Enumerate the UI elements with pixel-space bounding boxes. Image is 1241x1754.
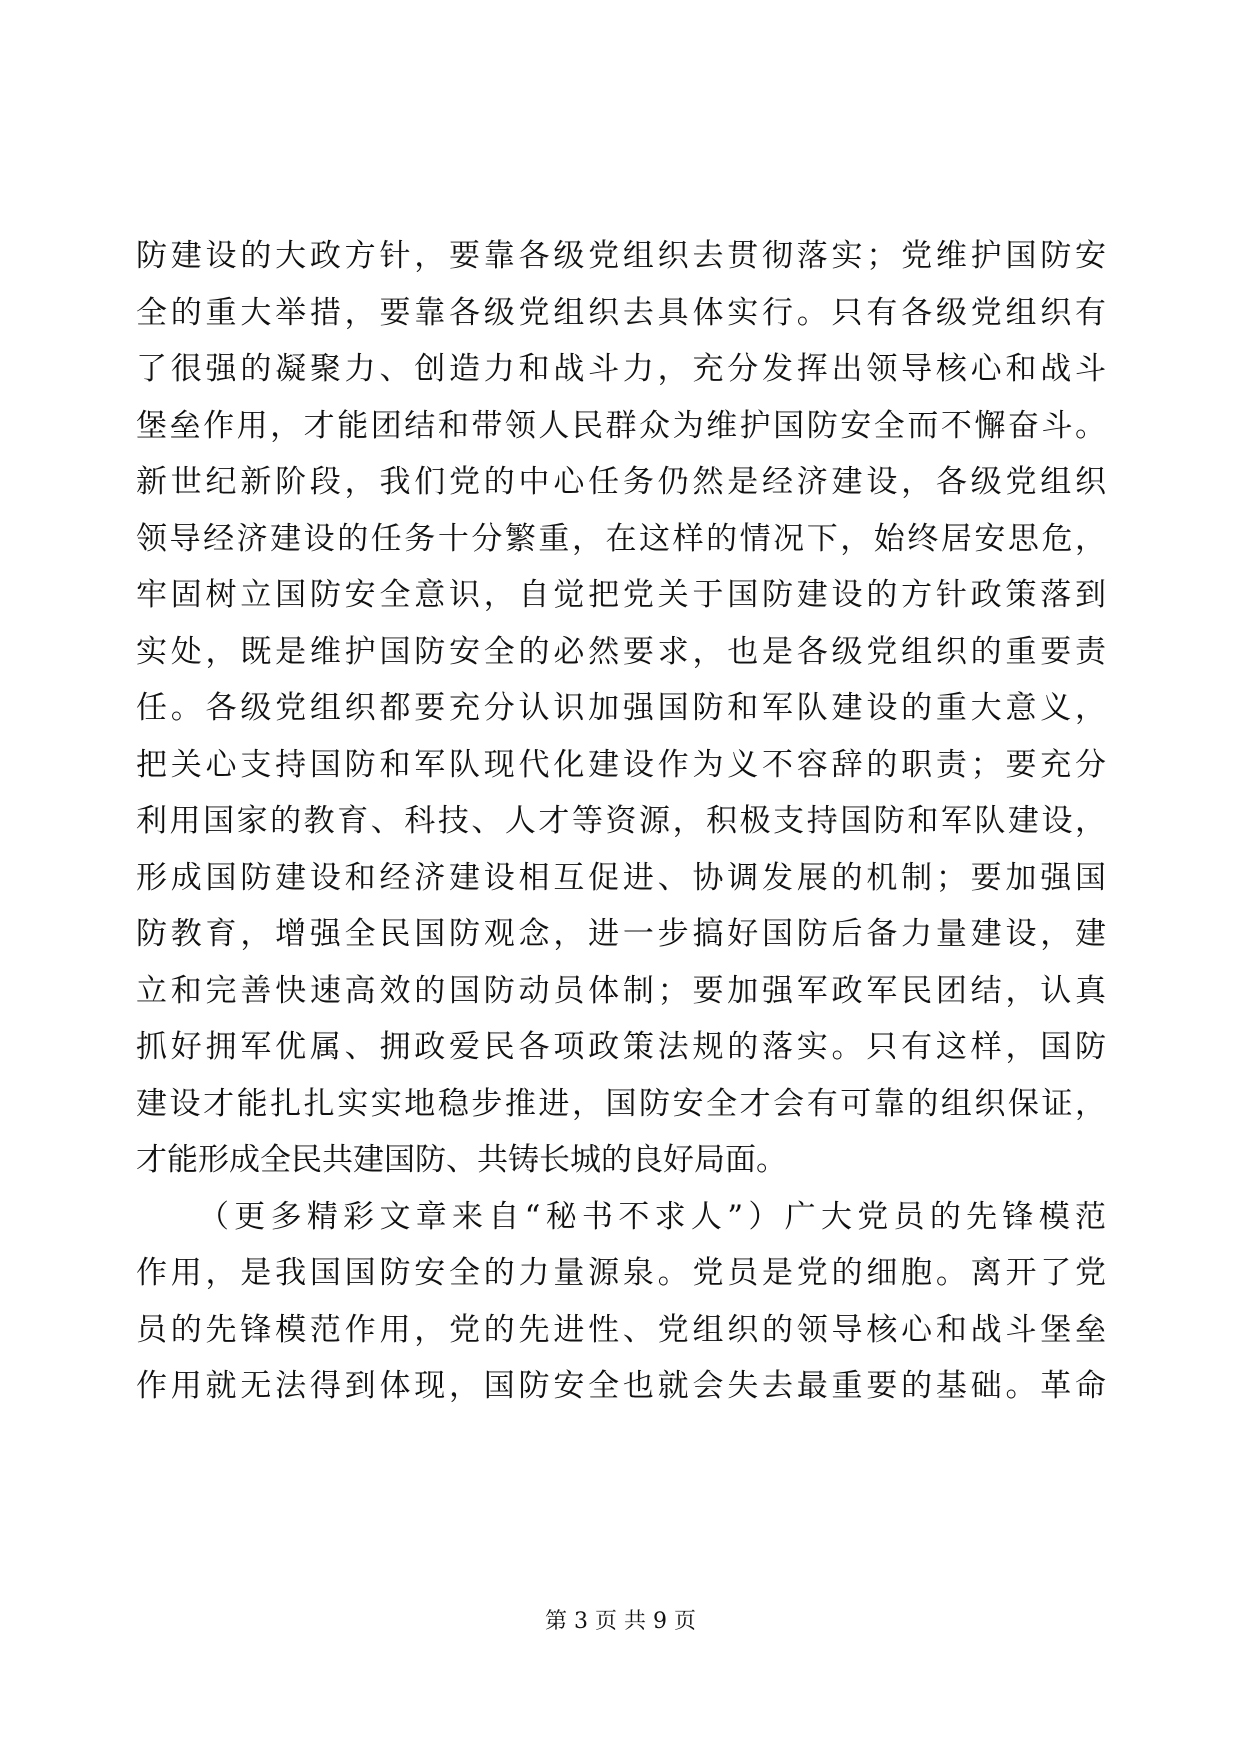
- page-number: 第 3 页 共 9 页: [545, 1609, 696, 1634]
- text-line: 抓好拥军优属、拥政爱民各项政策法规的落实。只有这样，国防: [136, 1029, 1106, 1065]
- text-line: 建设才能扎扎实实地稳步推进，国防安全才会有可靠的组织保证，: [136, 1085, 1106, 1122]
- text-line: 任。各级党组织都要充分认识加强国防和军队建设的重大意义，: [136, 690, 1106, 726]
- text-line: 全的重大举措，要靠各级党组织去具体实行。只有各级党组织有: [136, 294, 1106, 331]
- text-line: （更多精彩文章来自“秘书不求人”）广大党员的先锋模范: [198, 1198, 1106, 1235]
- text-line: 把关心支持国防和军队现代化建设作为义不容辞的职责；要充分: [136, 746, 1106, 783]
- text-line: 领导经济建设的任务十分繁重，在这样的情况下，始终居安思危，: [136, 520, 1106, 557]
- text-line: 新世纪新阶段，我们党的中心任务仍然是经济建设，各级党组织: [136, 464, 1106, 500]
- text-line: 形成国防建设和经济建设相互促进、协调发展的机制；要加强国: [136, 859, 1106, 896]
- text-line: 利用国家的教育、科技、人才等资源，积极支持国防和军队建设，: [136, 803, 1106, 839]
- page-footer: [0, 1604, 1241, 1635]
- text-line: 作用，是我国国防安全的力量源泉。党员是党的细胞。离开了党: [136, 1255, 1106, 1291]
- text-line: 堡垒作用，才能团结和带领人民群众为维护国防安全而不懈奋斗。: [136, 407, 1106, 444]
- text-line: 立和完善快速高效的国防动员体制；要加强军政军民团结，认真: [136, 972, 1106, 1009]
- text-line: 防教育，增强全民国防观念，进一步搞好国防后备力量建设，建: [136, 916, 1106, 952]
- text-line: 实处，既是维护国防安全的必然要求，也是各级党组织的重要责: [136, 633, 1106, 670]
- text-line: 牢固树立国防安全意识，自觉把党关于国防建设的方针政策落到: [136, 577, 1106, 613]
- text-line: 才能形成全民共建国防、共铸长城的良好局面。: [136, 1142, 787, 1178]
- body-text: [136, 228, 1106, 1415]
- text-line: 了很强的凝聚力、创造力和战斗力，充分发挥出领导核心和战斗: [136, 351, 1106, 387]
- text-line: 作用就无法得到体现，国防安全也就会失去最重要的基础。革命: [136, 1368, 1106, 1404]
- text-line: 员的先锋模范作用，党的先进性、党组织的领导核心和战斗堡垒: [136, 1311, 1106, 1348]
- text-line: 防建设的大政方针，要靠各级党组织去贯彻落实；党维护国防安: [136, 238, 1106, 274]
